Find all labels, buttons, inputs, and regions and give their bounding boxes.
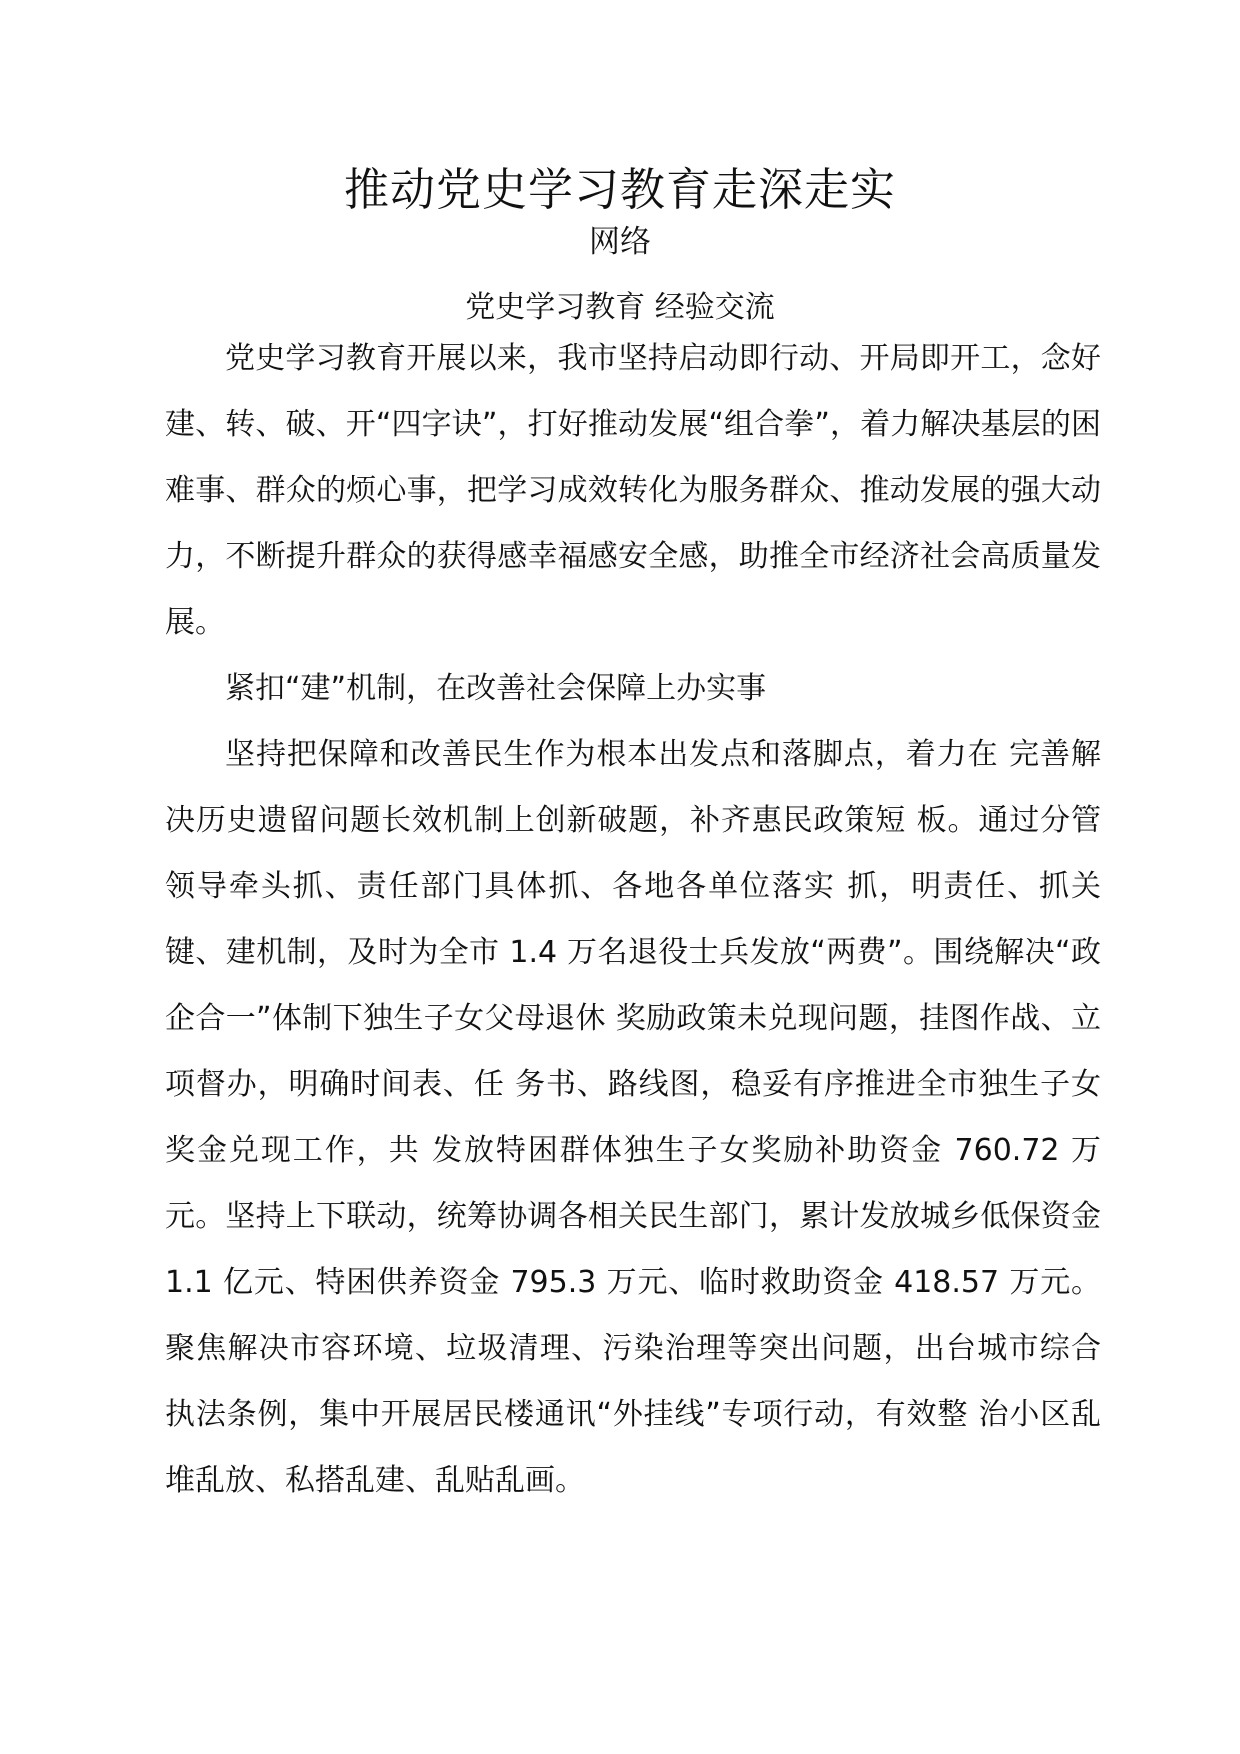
intro-paragraph: 党史学习教育开展以来，我市坚持启动即行动、开局即开工，念好建、转、破、开“四字诀”，打好推动发展“组合拳”，着力解决基层的困难事、群众的烦心事，把学习成效转化为服务群众、推动发展的强大动力，不断提升群众的获得感幸福感安全感，助推全市经济社会高质量发展。 (165, 341, 1101, 640)
document-author: 网络 (589, 224, 651, 260)
section-paragraph: 坚持把保障和改善民生作为根本出发点和落脚点，着力在 完善解决历史遗留问题长效机制上创新破题，补齐惠民政策短 板。通过分管领导牵头抓、责任部门具体抓、各地各单位落实 抓，明责任、抓关键、建机制，及时为全市 1.4 万名退役士兵发放“两费”。围绕解决“政企合一”体制下独生子女父母退休 奖励政策未兑现问题，挂图作战、立项督办，明确时间表、任 务书、路线图，稳妥有序推进全市独生子女奖金兑现工作，共 发放特困群体独生子女奖励补助资金 760.72 万元。坚持上下联动，统筹协调各相关民生部门，累计发放城乡低保资金 1.1 亿元、特困供养资金 795.3 万元、临时救助资金 418.57 万元。聚焦解决市容环境、垃圾清理、污染治理等突出问题，出台城市综合 执法条例，集中开展居民楼通讯“外挂线”专项行动，有效整 治小区乱堆乱放、私搭乱建、乱贴乱画。 (165, 737, 1101, 1498)
document-keywords: 党史学习教育 经验交流 (465, 290, 775, 325)
section-heading: 紧扣“建”机制，在改善社会保障上办实事 (225, 671, 767, 706)
document-body (165, 326, 1101, 1514)
document-title: 推动党史学习教育走深走实 (343, 163, 896, 216)
